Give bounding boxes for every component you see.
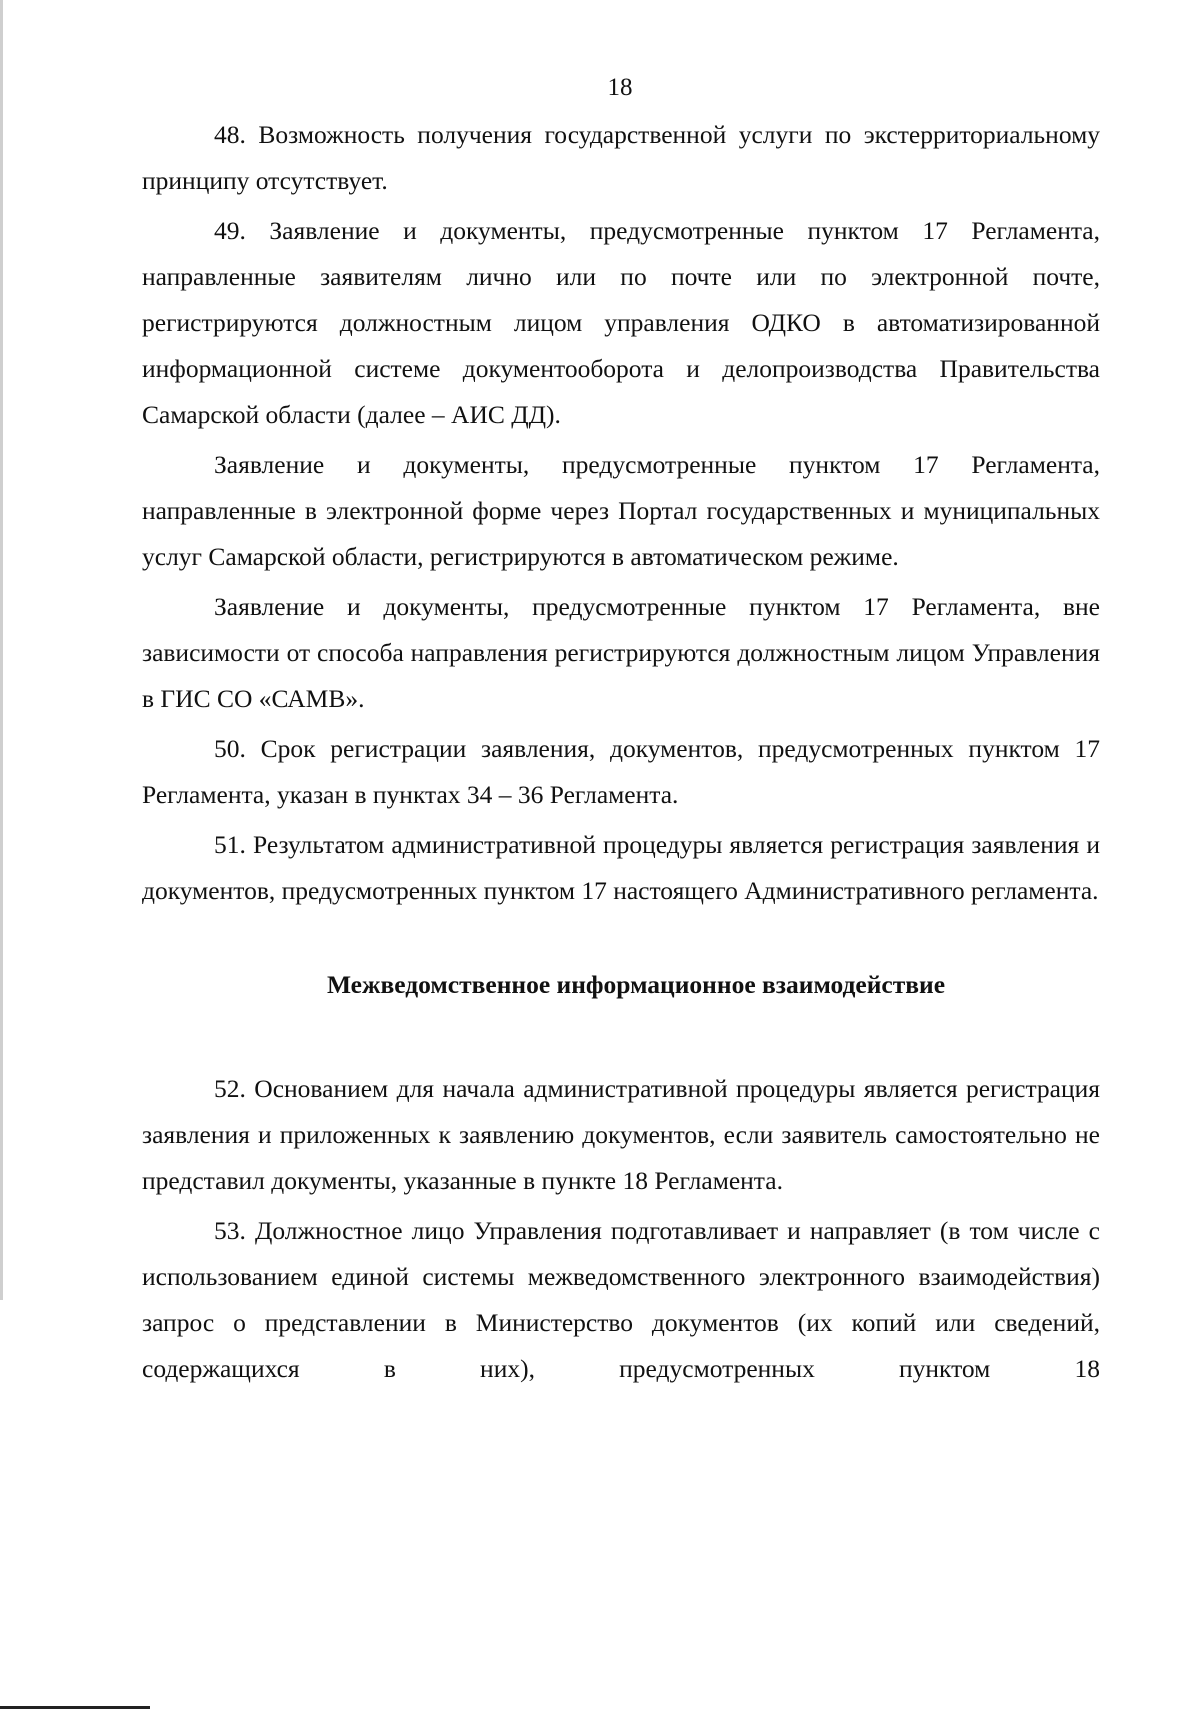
paragraph-49-portal: Заявление и документы, предусмотренные пунктом 17 Регламента, направленные в электронной форме через Портал государственных и муниципальных услуг Самарской области, регистрируются в автоматическом режиме. xyxy=(142,450,1100,571)
paragraph-52: 52. Основанием для начала административной процедуры является регистрация заявления и приложенных к заявлению документов, если заявитель самостоятельно не представил документы, указанные в пункте 18 Регламента. xyxy=(142,1074,1100,1195)
scan-bottom-line xyxy=(0,1706,150,1709)
document-body xyxy=(142,112,1100,1396)
paragraph-48: 48. Возможность получения государственной услуги по экстерриториальному принципу отсутствует. xyxy=(142,120,1100,195)
paragraph-53: 53. Должностное лицо Управления подготавливает и направляет (в том числе с использованием единой системы межведомственного электронного взаимодействия) запрос о представлении в Министерство документов (их копий или сведений, содержащихся в них), предусмотренных пунктом 18 xyxy=(142,1216,1100,1383)
paragraph-49-gis: Заявление и документы, предусмотренные пунктом 17 Регламента, вне зависимости от способа направления регистрируются должностным лицом Управления в ГИС СО «САМВ». xyxy=(142,592,1100,713)
section-heading: Межведомственное информационное взаимодействие xyxy=(326,970,946,999)
paragraph-49: 49. Заявление и документы, предусмотренные пунктом 17 Регламента, направленные заявителям лично или по почте или по электронной почте, регистрируются должностным лицом управления ОДКО в автоматизированной информационной системе документооборота и делопроизводства Правительства Самарской области (далее – АИС ДД). xyxy=(142,216,1100,429)
paragraph-50: 50. Срок регистрации заявления, документов, предусмотренных пунктом 17 Регламента, указан в пунктах 34 – 36 Регламента. xyxy=(142,734,1100,809)
paragraph-51: 51. Результатом административной процедуры является регистрация заявления и документов, предусмотренных пунктом 17 настоящего Административного регламента. xyxy=(142,830,1100,905)
scan-edge-shadow xyxy=(0,0,3,1300)
page-number: 18 xyxy=(607,74,633,101)
